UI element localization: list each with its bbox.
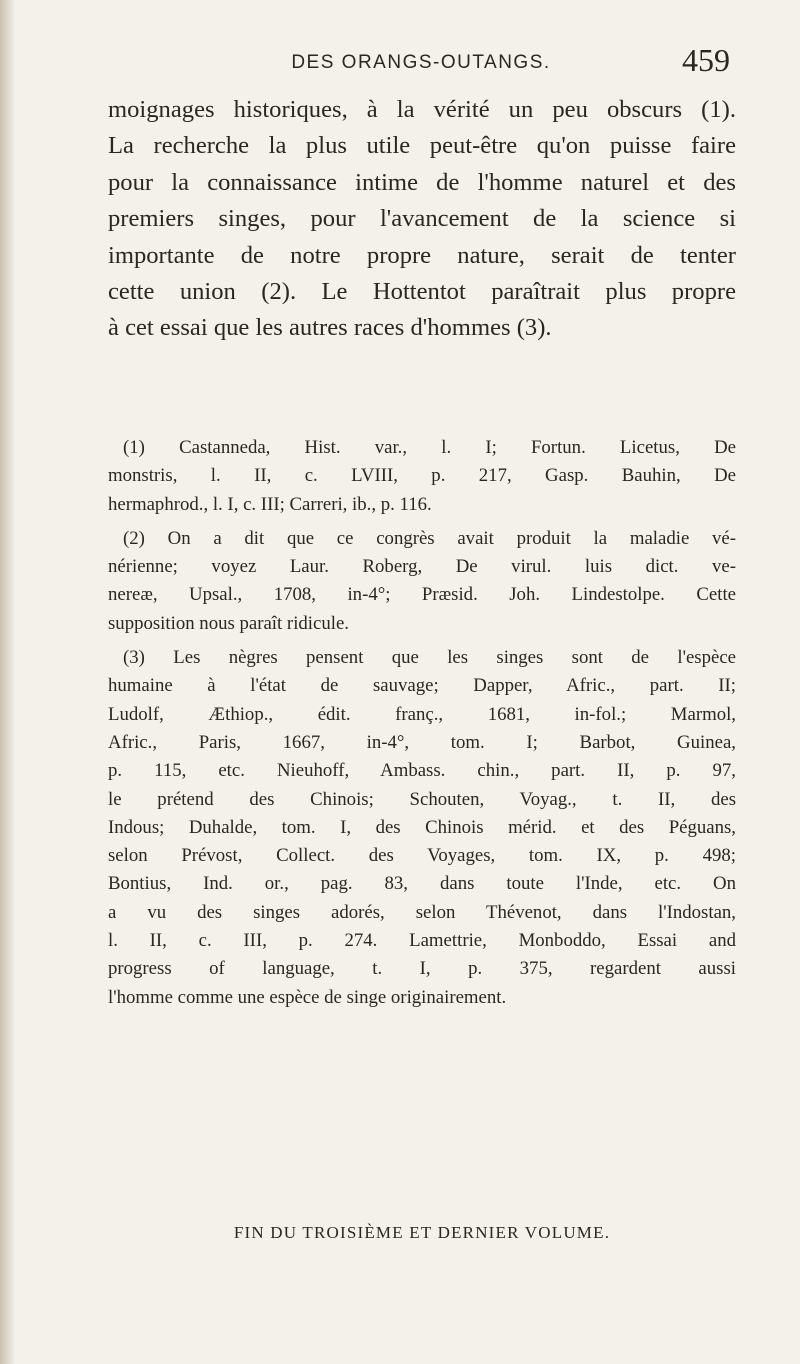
footnote-line: nérienne; voyez Laur. Roberg, De virul. luis dict. ve-: [108, 556, 736, 578]
footnote-line: Indous; Duhalde, tom. I, des Chinois mérid. et des Péguans,: [108, 816, 736, 838]
page-number: 459: [682, 42, 730, 78]
body-line: cette union (2). Le Hottentot paraîtrait plus propre: [108, 278, 736, 306]
footnote-line: a vu des singes adorés, selon Thévenot, dans l'Indostan,: [108, 901, 736, 923]
footnote-line: Ludolf, Æthiop., édit. franç., 1681, in-fol.; Marmol,: [108, 703, 736, 725]
footnote-2: [108, 525, 736, 638]
page-binding-edge: [0, 0, 14, 1364]
body-line: importante de notre propre nature, serait de tenter: [108, 241, 736, 269]
footnote-line: (2) On a dit que ce congrès avait produit la maladie vé-: [123, 527, 736, 549]
body-line: pour la connaissance intime de l'homme naturel et des: [108, 168, 736, 196]
footnote-line: Bontius, Ind. or., pag. 83, dans toute l'Inde, etc. On: [108, 873, 736, 895]
footnote-line: humaine à l'état de sauvage; Dapper, Afric., part. II;: [108, 675, 736, 697]
footnote-line: (1) Castanneda, Hist. var., l. I; Fortun. Licetus, De: [123, 437, 736, 458]
colophon: FIN DU TROISIÈME ET DERNIER VOLUME.: [233, 1223, 611, 1242]
footnote-line: nereæ, Upsal., 1708, in-4°; Præsid. Joh. Lindestolpe. Cette: [108, 584, 736, 606]
main-paragraph: [108, 92, 736, 347]
page-header: [106, 40, 736, 80]
footnote-line: supposition nous paraît ridicule.: [108, 612, 349, 634]
body-line: La recherche la plus utile peut-être qu'on puisse faire: [108, 132, 736, 160]
footnote-1: [108, 434, 736, 519]
footnote-line: Afric., Paris, 1667, in-4°, tom. I; Barbot, Guinea,: [108, 731, 736, 753]
footnote-line: l. II, c. III, p. 274. Lamettrie, Monboddo, Essai and: [108, 930, 736, 952]
footnote-line: (3) Les nègres pensent que les singes sont de l'espèce: [123, 647, 736, 669]
body-line: premiers singes, pour l'avancement de la science si: [108, 205, 736, 233]
footnote-line: monstris, l. II, c. LVIII, p. 217, Gasp. Bauhin, De: [108, 465, 736, 487]
footnote-3: [108, 644, 736, 1012]
body-line: à cet essai que les autres races d'hommes (3).: [108, 314, 552, 342]
footnote-line: hermaphrod., l. I, c. III; Carreri, ib., p. 116.: [108, 493, 432, 515]
running-head: DES ORANGS-OUTANGS.: [291, 52, 551, 73]
footnote-line: selon Prévost, Collect. des Voyages, tom. IX, p. 498;: [108, 845, 736, 867]
footnote-line: l'homme comme une espèce de singe originairement.: [108, 986, 507, 1008]
footnote-line: le prétend des Chinois; Schouten, Voyag., t. II, des: [108, 788, 736, 810]
body-line: moignages historiques, à la vérité un peu obscurs (1).: [108, 96, 736, 123]
footnotes: [108, 434, 736, 1012]
footnote-line: progress of language, t. I, p. 375, regardent aussi: [108, 958, 736, 980]
footnote-line: p. 115, etc. Nieuhoff, Ambass. chin., part. II, p. 97,: [108, 760, 736, 782]
